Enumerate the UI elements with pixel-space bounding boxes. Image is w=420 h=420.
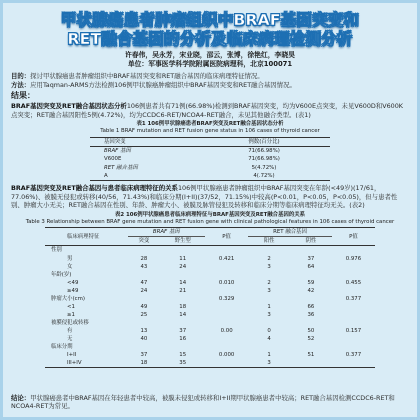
- conclusion-section: [3, 390, 417, 417]
- table-2-cell: 42: [307, 287, 315, 294]
- table-2-header-p2: P值: [349, 233, 358, 240]
- table-row: [90, 155, 330, 163]
- table-2-cell: [205, 319, 248, 327]
- paragraph-2-text: 106例甲状腺癌患者肿瘤组织中BRAF基因突变在年龄(<49岁)(17/61，77.06%)、被膜无侵犯或转移(40/56，71.43%)和临床分期(I+II)(37/52，71.15%)中较高(P<0.01，P<0.05，P<0.05)，但与患者性别、肿瘤大小无关；RET融合基因在性别、年龄、肿瘤大小、被膜及脉管侵犯及转移和临床分期等临床病理特征均无关。(表2): [11, 183, 398, 210]
- table-2-header-row-1: [45, 228, 375, 237]
- table-2-cell: 3: [267, 263, 271, 270]
- table-2-cell: 3: [267, 360, 271, 367]
- table-row: [45, 271, 375, 279]
- conclusion-label: 结论：: [11, 393, 31, 402]
- table-2-cell: 24: [140, 287, 148, 294]
- table-2-cell: 47: [140, 279, 148, 286]
- table-2-cell: 0.421: [218, 255, 235, 262]
- table-2-cell: 2: [267, 279, 271, 286]
- table-2-cell: [128, 271, 161, 279]
- table-row: [45, 351, 375, 359]
- table-1-cell: RET 融合基因: [104, 164, 138, 171]
- table-row: [45, 246, 375, 255]
- table-2-cell: 4: [267, 335, 271, 342]
- table-2-cell: 14: [179, 311, 187, 318]
- table-2-cell: [205, 343, 248, 351]
- table-1-cell: BRAF 基因: [104, 148, 131, 155]
- table-2-cell: [332, 271, 375, 279]
- table-row: [45, 311, 375, 319]
- table-2-cell: 0.976: [345, 255, 362, 262]
- table-1-header-row: [90, 137, 330, 146]
- table-1-caption-en: Table 1 BRAF mutation and RET fusion gene status in 106 cases of thyroid cancer: [100, 128, 320, 135]
- table-2-cell: 11: [179, 255, 187, 262]
- table-2: [45, 227, 375, 368]
- table-2-header-ret: RET 融合基因: [248, 228, 332, 237]
- table-2-cell: [160, 246, 205, 255]
- table-2-cell: [332, 246, 375, 255]
- table-2-cell: 肿瘤大小(cm): [51, 295, 85, 302]
- table-2-cell: 3: [267, 287, 271, 294]
- table-row: [45, 359, 375, 368]
- table-row: [90, 164, 330, 172]
- table-2-cell: [160, 343, 205, 351]
- table-2-cell: 2: [267, 255, 271, 262]
- table-2-cell: 51: [307, 352, 315, 359]
- table-2-cell: [332, 303, 375, 311]
- paragraph-1-lead: BRAF基因突变及RET融合基因状态分析: [11, 102, 127, 111]
- table-2-cell: 64: [307, 263, 315, 270]
- table-2-cell: ≥49: [67, 287, 79, 294]
- purpose-section: [11, 72, 409, 81]
- results-paragraph-1: [11, 102, 409, 119]
- table-2-cell: 21: [179, 287, 187, 294]
- table-2-cell: 25: [140, 311, 148, 318]
- table-2-cell: 15: [179, 352, 187, 359]
- table-1-cell: 5(4.72%): [251, 164, 277, 171]
- table-row: [45, 295, 375, 303]
- title-line-2: RET融合基因的分析及临床病理检测分析: [67, 30, 353, 48]
- table-2-cell: 49: [140, 303, 148, 310]
- table-2-cell: ≥1: [67, 311, 75, 318]
- paragraph-1-text: 106例患者共有71例(66.98%)检测到BRAF基因突变，均为V600E点突变，未见V600D和V600K点突变；RET融合基因阳性5例(4.72%)，均为CCDC6-RET/NCOA4-RET融合，未见其他融合类型。(表1): [11, 102, 403, 119]
- table-1-caption: [3, 121, 417, 135]
- table-2-cell: [128, 295, 161, 303]
- table-1-caption-cn: 表1 106例甲状腺癌患者BRAF突变及RET融合基因状态分析: [136, 121, 284, 128]
- table-2-cell: 50: [307, 327, 315, 334]
- table-row: [45, 335, 375, 343]
- table-2-cell: [290, 295, 332, 303]
- purpose-label: 目的：: [11, 72, 31, 80]
- table-2-cell: [205, 271, 248, 279]
- methods-text: 应用Taqman-ARMS方法检测106例甲状腺癌肿瘤组织中BRAF基因突变和RET融合基因情况。: [30, 80, 296, 89]
- table-2-cell: [290, 343, 332, 351]
- table-2-cell: [290, 319, 332, 327]
- table-row: [45, 343, 375, 351]
- table-2-body: [45, 246, 375, 368]
- table-2-cell: 1: [267, 303, 271, 310]
- table-1-cell: A: [104, 172, 108, 179]
- results-paragraph-2: [11, 184, 409, 210]
- table-2-cell: 0.377: [345, 352, 362, 359]
- table-2-cell: 18: [140, 360, 148, 367]
- table-2-cell: 0.000: [218, 352, 235, 359]
- table-2-cell: [332, 287, 375, 295]
- table-2-header-feature: 临床病理特征: [67, 233, 100, 240]
- table-2-cell: 36: [307, 311, 315, 318]
- table-2-cell: 37: [307, 255, 315, 262]
- table-2-cell: 1: [267, 352, 271, 359]
- table-2-cell: [332, 335, 375, 343]
- table-2-cell: 有: [67, 327, 73, 334]
- table-2-cell: [128, 319, 161, 327]
- table-2-cell: 52: [307, 335, 315, 342]
- table-2-cell: [205, 263, 248, 271]
- table-2-cell: [290, 246, 332, 255]
- poster-title: [9, 11, 411, 49]
- purpose-text: 探讨甲状腺癌患者肿瘤组织中BRAF基因突变和RET融合基因的临床病理特征情况。: [30, 72, 264, 80]
- table-2-cell: 66: [307, 303, 315, 310]
- table-2-cell: 0: [267, 327, 271, 334]
- table-2-cell: <49: [67, 279, 79, 286]
- conclusion-text: 甲状腺癌患者中BRAF基因在年轻患者中较高，被膜未侵犯或转移和I+II期甲状腺癌患者中较高；RET融合基因检测CCDC6-RET和NCOA4-RET为常见。: [11, 393, 395, 411]
- table-2-cell: [248, 319, 290, 327]
- table-row: [45, 303, 375, 311]
- table-2-header-negative: 阴性: [305, 238, 317, 245]
- table-2-header-p1: P值: [222, 233, 231, 240]
- table-2-cell: 16: [179, 335, 187, 342]
- table-2-cell: [205, 311, 248, 319]
- table-2-cell: [160, 271, 205, 279]
- table-2-cell: [128, 343, 161, 351]
- table-2-cell: 0.157: [345, 327, 362, 334]
- table-2-cell: 性别: [51, 247, 62, 254]
- table-1-cell: V600E: [104, 156, 122, 163]
- methods-label: 方法：: [11, 80, 31, 89]
- table-1-cell: 4(.72%): [253, 172, 275, 179]
- table-2-cell: 女: [67, 263, 73, 270]
- table-2-header-braf: BRAF 基因: [128, 228, 206, 237]
- table-2-cell: [332, 359, 375, 368]
- table-2-cell: 28: [140, 255, 148, 262]
- table-2-cell: 59: [307, 279, 315, 286]
- table-2-cell: [205, 303, 248, 311]
- table-2-cell: [128, 246, 161, 255]
- table-2-cell: 14: [179, 279, 187, 286]
- table-2-cell: [290, 359, 332, 368]
- table-2-cell: 18: [179, 303, 187, 310]
- table-2-caption-en: Table 3 Relationship between BRAF gene mutation and RET fusion gene with clinical pathological features in 106 cases of thyroid cancer: [25, 218, 395, 225]
- table-2-cell: 3: [267, 311, 271, 318]
- paragraph-2-lead: BRAF基因突变及RET融合基因与患者临床病理特征的关系: [11, 183, 178, 192]
- table-2-cell: [332, 263, 375, 271]
- table-2-cell: [332, 311, 375, 319]
- table-2-cell: I+II: [67, 352, 77, 359]
- table-1-cell: 71(66.98%): [248, 156, 280, 163]
- table-2-cell: 37: [179, 327, 187, 334]
- table-2-cell: [248, 343, 290, 351]
- table-2-cell: [332, 319, 375, 327]
- table-2-cell: 40: [140, 335, 148, 342]
- affiliation: 单位：军事医学科学院附属医院病理科，北京100071: [127, 60, 293, 68]
- table-2-cell: [205, 335, 248, 343]
- table-2-header-positive: 阳性: [263, 238, 275, 245]
- table-2-cell: [290, 271, 332, 279]
- title-line-1: 甲状腺癌患者肿瘤组织中BRAF基因突变和: [60, 11, 360, 29]
- table-2-cell: 24: [179, 263, 187, 270]
- table-2-cell: [248, 271, 290, 279]
- table-2-cell: 0.455: [345, 279, 362, 286]
- table-row: [45, 327, 375, 335]
- table-2-cell: [205, 359, 248, 368]
- table-1-header-count: 例数(百分比): [248, 138, 280, 145]
- table-2-cell: 0.377: [345, 295, 362, 302]
- table-2-cell: [248, 295, 290, 303]
- table-2-cell: 无: [67, 335, 73, 342]
- table-2-cell: 0.010: [218, 279, 235, 286]
- table-2-cell: 0.329: [218, 295, 235, 302]
- table-2-cell: 35: [179, 360, 187, 367]
- table-2-cell: [205, 287, 248, 295]
- table-2-cell: 临床分期: [51, 344, 73, 351]
- table-2-cell: <1: [67, 303, 75, 310]
- table-row: [90, 147, 330, 156]
- results-heading: 结果：: [11, 91, 35, 101]
- table-2-header-wild: 野生型: [174, 238, 191, 245]
- table-row: [45, 263, 375, 271]
- table-2-cell: 被膜侵犯或转移: [51, 319, 89, 326]
- table-2-cell: 年龄(岁): [51, 271, 72, 278]
- table-2-caption-cn: 表2 106例甲状腺癌患者临床病理特征与BRAF基因突变及RET融合基因的关系: [114, 211, 306, 218]
- table-2-cell: [332, 343, 375, 351]
- author-list: 许春伟，吴永芳，宋业晓，邵云，张博，徐艳红，李晓昊: [125, 51, 295, 59]
- table-row: [90, 172, 330, 181]
- table-row: [45, 287, 375, 295]
- table-2-cell: [205, 246, 248, 255]
- table-1-cell: 71(66.98%): [248, 148, 280, 155]
- table-row: [45, 255, 375, 263]
- table-2-cell: 13: [140, 327, 148, 334]
- table-1-header-gene: 基因突变: [104, 138, 126, 145]
- table-2-cell: 37: [140, 352, 148, 359]
- table-2-header-mutant: 突变: [138, 238, 150, 245]
- table-1: [90, 137, 330, 181]
- table-2-cell: 男: [67, 255, 73, 262]
- table-2-caption: [3, 212, 417, 226]
- table-2-cell: [248, 246, 290, 255]
- table-row: [45, 279, 375, 287]
- table-2-cell: III+IV: [67, 360, 82, 367]
- table-2-cell: 43: [140, 263, 148, 270]
- table-2-cell: [160, 319, 205, 327]
- table-2-cell: 0.00: [220, 327, 233, 334]
- methods-section: [11, 81, 409, 90]
- table-2-cell: [160, 295, 205, 303]
- table-row: [45, 319, 375, 327]
